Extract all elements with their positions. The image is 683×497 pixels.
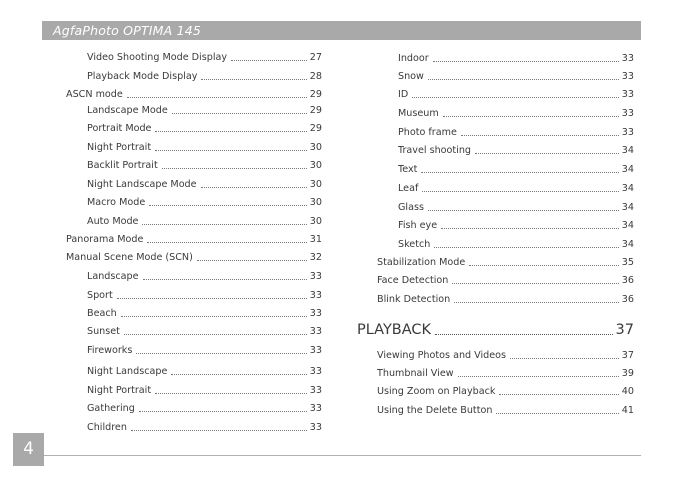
- toc-entry-page: 41: [621, 405, 634, 416]
- toc-entry-page: 34: [621, 202, 634, 213]
- toc-entry-label: Travel shooting: [398, 145, 471, 156]
- toc-entry[interactable]: [377, 349, 634, 362]
- toc-entry[interactable]: [87, 141, 322, 154]
- toc-entry[interactable]: [87, 325, 322, 338]
- toc-dot-leader: [496, 413, 618, 414]
- toc-entry[interactable]: [398, 70, 634, 83]
- toc-entry[interactable]: [377, 404, 634, 417]
- page-number: 4: [23, 439, 34, 459]
- toc-dot-leader: [433, 61, 619, 62]
- toc-entry[interactable]: [87, 51, 322, 64]
- toc-entry-label: Panorama Mode: [66, 234, 144, 245]
- toc-dot-leader: [469, 265, 618, 266]
- toc-dot-leader: [117, 298, 307, 299]
- toc-entry-page: 30: [309, 179, 322, 190]
- toc-dot-leader: [201, 187, 307, 188]
- toc-dot-leader: [136, 353, 306, 354]
- toc-dot-leader: [452, 283, 618, 284]
- toc-dot-leader: [201, 79, 306, 80]
- toc-entry[interactable]: [87, 384, 322, 397]
- toc-entry-label: Leaf: [398, 183, 419, 194]
- toc-entry-label: Children: [87, 422, 127, 433]
- toc-entry[interactable]: [398, 88, 634, 101]
- toc-entry-page: 33: [621, 71, 634, 82]
- toc-entry-label: Thumbnail View: [377, 368, 454, 379]
- toc-entry-label: Photo frame: [398, 127, 457, 138]
- toc-entry-page: 33: [309, 422, 322, 433]
- toc-dot-leader: [231, 60, 307, 61]
- toc-entry-page: 35: [621, 257, 634, 268]
- toc-entry-label: Video Shooting Mode Display: [87, 52, 228, 63]
- toc-entry[interactable]: [87, 122, 322, 135]
- toc-entry[interactable]: [357, 321, 634, 339]
- toc-dot-leader: [127, 97, 307, 98]
- toc-dot-leader: [475, 153, 619, 154]
- toc-entry[interactable]: [398, 107, 634, 120]
- toc-dot-leader: [142, 224, 306, 225]
- toc-entry-page: 34: [621, 220, 634, 231]
- toc-entry[interactable]: [398, 201, 634, 214]
- toc-entry-page: 29: [309, 123, 322, 134]
- toc-entry[interactable]: [87, 402, 322, 415]
- toc-entry[interactable]: [87, 215, 322, 228]
- toc-entry-page: 33: [309, 403, 322, 414]
- toc-entry-label: ID: [398, 89, 409, 100]
- toc-dot-leader: [510, 358, 619, 359]
- toc-dot-leader: [422, 191, 618, 192]
- toc-entry-page: 34: [621, 183, 634, 194]
- toc-entry-page: 33: [309, 271, 322, 282]
- toc-entry[interactable]: [66, 251, 322, 264]
- toc-entry-label: Playback Mode Display: [87, 71, 198, 82]
- toc-dot-leader: [458, 376, 619, 377]
- toc-entry-label: Night Portrait: [87, 142, 152, 153]
- toc-entry[interactable]: [377, 385, 634, 398]
- toc-entry-page: 34: [621, 164, 634, 175]
- toc-dot-leader: [461, 135, 619, 136]
- toc-dot-leader: [121, 316, 307, 317]
- toc-entry[interactable]: [87, 196, 322, 209]
- toc-entry-label: Using Zoom on Playback: [377, 386, 496, 397]
- toc-entry-page: 33: [621, 108, 634, 119]
- toc-entry-label: ASCN mode: [66, 89, 123, 100]
- toc-entry-label: Macro Mode: [87, 197, 146, 208]
- toc-entry[interactable]: [377, 293, 634, 306]
- footer-rule: [44, 455, 641, 456]
- toc-dot-leader: [147, 242, 306, 243]
- toc-entry-label: Landscape Mode: [87, 105, 168, 116]
- toc-dot-leader: [155, 131, 306, 132]
- toc-entry-label: Face Detection: [377, 275, 449, 286]
- toc-entry-page: 33: [309, 308, 322, 319]
- toc-entry-page: 33: [309, 366, 322, 377]
- toc-entry-page: 32: [309, 252, 322, 263]
- toc-entry[interactable]: [377, 256, 634, 269]
- toc-entry-label: Sunset: [87, 326, 120, 337]
- toc-dot-leader: [443, 116, 619, 117]
- toc-entry-label: PLAYBACK: [357, 322, 432, 338]
- toc-entry-page: 33: [309, 290, 322, 301]
- toc-dot-leader: [412, 97, 619, 98]
- toc-entry-page: 37: [621, 350, 634, 361]
- toc-entry[interactable]: [377, 367, 634, 380]
- toc-entry-page: 33: [309, 326, 322, 337]
- toc-entry-page: 33: [309, 385, 322, 396]
- toc-entry-page: 40: [621, 386, 634, 397]
- toc-entry[interactable]: [398, 126, 634, 139]
- toc-entry-label: Indoor: [398, 53, 429, 64]
- toc-entry[interactable]: [398, 144, 634, 157]
- toc-entry-label: Text: [398, 164, 418, 175]
- toc-dot-leader: [155, 150, 307, 151]
- toc-entry[interactable]: [87, 289, 322, 302]
- toc-dot-leader: [428, 79, 619, 80]
- toc-dot-leader: [149, 205, 307, 206]
- toc-dot-leader: [131, 430, 307, 431]
- toc-dot-leader: [143, 279, 307, 280]
- toc-entry-page: 33: [621, 127, 634, 138]
- toc-dot-leader: [172, 113, 307, 114]
- toc-entry[interactable]: [398, 182, 634, 195]
- toc-entry[interactable]: [87, 344, 322, 357]
- toc-dot-leader: [434, 247, 618, 248]
- toc-dot-leader: [454, 302, 619, 303]
- toc-dot-leader: [499, 394, 618, 395]
- toc-entry-page: 39: [621, 368, 634, 379]
- toc-entry-label: Night Portrait: [87, 385, 152, 396]
- toc-entry-label: Backlit Portrait: [87, 160, 158, 171]
- toc-entry[interactable]: [398, 163, 634, 176]
- toc-entry-label: Sport: [87, 290, 113, 301]
- toc-dot-leader: [421, 172, 618, 173]
- toc-dot-leader: [428, 210, 619, 211]
- toc-entry-label: Manual Scene Mode (SCN): [66, 252, 193, 263]
- toc-dot-leader: [435, 334, 612, 335]
- toc-entry-label: Landscape: [87, 271, 139, 282]
- toc-entry[interactable]: [87, 178, 322, 191]
- toc-entry[interactable]: [398, 238, 634, 251]
- toc-entry-page: 34: [621, 239, 634, 250]
- toc-dot-leader: [124, 334, 307, 335]
- toc-entry-label: Auto Mode: [87, 216, 139, 227]
- toc-entry[interactable]: [87, 159, 322, 172]
- toc-entry-page: 30: [309, 197, 322, 208]
- toc-entry-page: 29: [309, 105, 322, 116]
- toc-entry-page: 30: [309, 142, 322, 153]
- toc-entry-page: 28: [309, 71, 322, 82]
- toc-entry[interactable]: [87, 307, 322, 320]
- toc-entry-label: Fireworks: [87, 345, 133, 356]
- toc-entry[interactable]: [87, 104, 322, 117]
- toc-entry[interactable]: [87, 365, 322, 378]
- toc-entry-label: Night Landscape: [87, 366, 168, 377]
- toc-entry-page: 33: [621, 89, 634, 100]
- toc-entry-label: Stabilization Mode: [377, 257, 466, 268]
- toc-dot-leader: [155, 393, 307, 394]
- toc-entry[interactable]: [66, 233, 322, 246]
- toc-dot-leader: [171, 374, 306, 375]
- toc-entry-page: 34: [621, 145, 634, 156]
- toc-entry-page: 30: [309, 216, 322, 227]
- toc-entry-page: 29: [309, 89, 322, 100]
- document-title: AgfaPhoto OPTIMA 145: [53, 23, 202, 38]
- toc-entry[interactable]: [377, 274, 634, 287]
- toc-entry[interactable]: [398, 219, 634, 232]
- toc-entry[interactable]: [87, 270, 322, 283]
- toc-entry[interactable]: [66, 88, 322, 101]
- toc-entry[interactable]: [87, 421, 322, 434]
- toc-entry-page: 27: [309, 52, 322, 63]
- toc-entry[interactable]: [87, 70, 322, 83]
- toc-entry-label: Viewing Photos and Videos: [377, 350, 507, 361]
- toc-entry-page: 37: [615, 322, 634, 338]
- toc-entry-label: Portrait Mode: [87, 123, 152, 134]
- toc-entry-label: Beach: [87, 308, 117, 319]
- toc-entry-page: 33: [621, 53, 634, 64]
- toc-entry-label: Night Landscape Mode: [87, 179, 197, 190]
- toc-entry-page: 36: [621, 275, 634, 286]
- toc-entry-page: 33: [309, 345, 322, 356]
- toc-entry-label: Glass: [398, 202, 424, 213]
- toc-entry-page: 31: [309, 234, 322, 245]
- toc-entry[interactable]: [398, 52, 634, 65]
- toc-dot-leader: [197, 260, 307, 261]
- toc-entry-label: Blink Detection: [377, 294, 451, 305]
- toc-entry-label: Snow: [398, 71, 424, 82]
- toc-dot-leader: [139, 411, 307, 412]
- toc-entry-label: Museum: [398, 108, 439, 119]
- toc-dot-leader: [162, 168, 307, 169]
- toc-entry-label: Gathering: [87, 403, 135, 414]
- toc-entry-label: Using the Delete Button: [377, 405, 493, 416]
- toc-dot-leader: [441, 228, 619, 229]
- toc-entry-label: Fish eye: [398, 220, 438, 231]
- toc-entry-page: 30: [309, 160, 322, 171]
- toc-entry-label: Sketch: [398, 239, 431, 250]
- toc-entry-page: 36: [621, 294, 634, 305]
